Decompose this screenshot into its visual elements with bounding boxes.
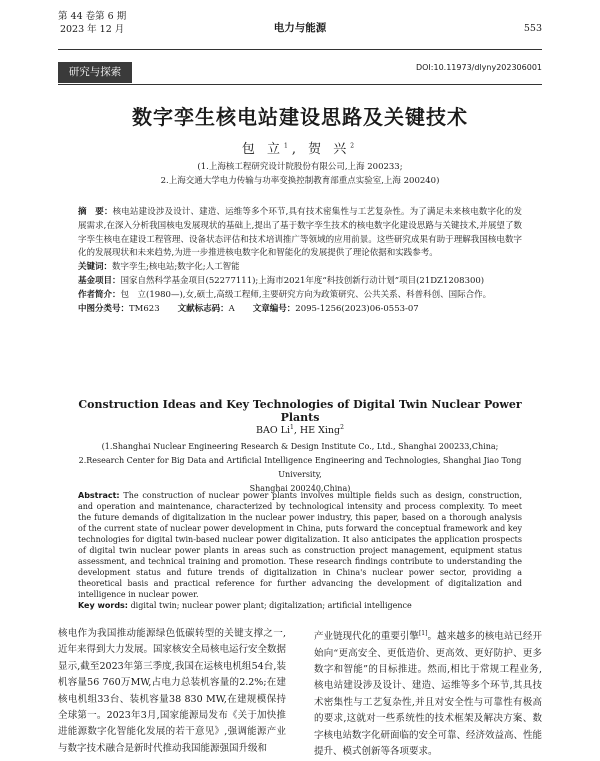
en-abstract-label: Abstract: (78, 491, 120, 500)
body-right-rest: 。越来越多的核电站已经开始向“更高安全、更低造价、更高效、更好防护、更多数字和智能”的目标推进。然而,相比于常规工程业务,核电站建设涉及设计、建造、运维等多个环节,其具技术密集性与工艺复杂性,并且对安全性与可靠性有极高的要求,这就对一些系统性的技术框架及解决方案、数字核电站数字化研面临的安全可靠、经济效益高、性能提升、模式创新等各项要求。 (314, 631, 543, 757)
en-abstract-block (78, 490, 522, 611)
body-left-text: 核电作为我国推动能源绿色低碳转型的关键支撑之一,近年来得到大力发展。国家核安全局核电运行安全数据显示,截至2023年第三季度,我国在运核电机组54台,装机容量56 760万MW,占电力总装机容量的2.2%;在建核电机组33台、装机容量38 830 MW,在建规模保持全球第一。2023年3月,国家能源局发布《关于加快推进能源数字化智能化发展的若干意见》,强调能源产业与数字技术融合是新时代推动我国能源强国升级和 (58, 628, 287, 754)
doc-code-label: 文献标志码： (177, 303, 229, 314)
clc-label: 中图分类号： (78, 303, 130, 314)
cn-author-bio (78, 289, 522, 303)
author-1-surname: 包 (241, 142, 259, 157)
en-author-1-sup: 1 (290, 424, 294, 431)
en-author-1: BAO Li (256, 425, 291, 437)
cn-fund-text: 国家自然科学基金项目(52277111);上海市2021年度“科技创新行动计划”项目(21DZ1208300) (120, 275, 485, 286)
article-no-value: 2095-1256(2023)06-0553-07 (295, 303, 419, 314)
en-affiliation-3: Shanghai 200240,China) (249, 484, 351, 493)
en-abstract (78, 490, 522, 600)
en-affiliation-2: 2.Research Center for Big Data and Artificial Intelligence Engineering and Technologies, Shanghai Jiao Tong University, (78, 456, 522, 479)
en-author-2-sup: 2 (340, 424, 344, 431)
cn-authors: 包 立$^1$, 贺 兴$^2$ (241, 142, 359, 157)
page-number: 553 (523, 23, 542, 34)
citation-1[interactable]: [1] (418, 630, 428, 637)
cn-author-bio-text: 包 立(1980—),女,硕士,高级工程师,主要研究方向为政策研究、公共关系、科普科创、国际合作。 (120, 289, 492, 300)
issue-date: 2023 年 12 月 (59, 24, 125, 35)
en-authors: BAO Li$^1$, HE Xing$^2$ (256, 424, 344, 437)
en-author-2: HE Xing (299, 425, 341, 437)
clc-value: TM623 (129, 303, 160, 314)
doi: DOI:10.11973/dlyny202306001 (415, 63, 542, 72)
cn-abstract-label: 摘 要： (78, 207, 113, 217)
cn-title: 数字孪生核电站建设思路及关键技术 (132, 105, 468, 129)
cn-affiliation-1: (1.上海核工程研究设计院股份有限公司,上海 200233; (197, 162, 403, 172)
article-no-label: 文章编号： (252, 303, 296, 314)
cn-abstract-block (78, 206, 522, 316)
cn-affiliations (58, 160, 542, 188)
cn-fund (78, 275, 522, 289)
author-2-sup: 2 (350, 142, 359, 150)
en-keywords-text: digital twin; nuclear power plant; digitalization; artificial intelligence (130, 601, 412, 610)
cn-keywords (78, 261, 522, 275)
body-column-right (314, 626, 542, 760)
en-affiliation-1: (1.Shanghai Nuclear Engineering Research & Design Institute Co., Ltd., Shanghai 200233,China; (101, 442, 499, 451)
body-column-left (58, 626, 286, 757)
volume-issue: 第 44 卷第 6 期 (58, 11, 127, 22)
divider (58, 84, 542, 85)
cn-author-bio-label: 作者简介： (78, 289, 121, 300)
author-2-surname: 贺 (308, 142, 326, 157)
en-abstract-text: The construction of nuclear power plants involves multiple fields such as design, construction, and operation and maintenance, characterized by technological intensity and process complexity. To meet the future demands of digitalization in the nuclear power industry, this paper, based on a thorough analysis of the current state of nuclear power development in China, puts forward the conceptual framework and key technologies for digital twin-based nuclear power digitalization. It also anticipates the application prospects of digital twin nuclear power plants in areas such as construction project management, equipment status assessment, and technical training and promotion. These research findings contribute to understanding the development status and future trends of digitalization in China's nuclear power sector, providing a theoretical basis and practical reference for further advancing the development of digitalization and intelligence in nuclear power. (78, 491, 522, 599)
cn-abstract (78, 206, 522, 261)
cn-fund-label: 基金项目： (78, 275, 121, 286)
column-badge: 研究与探索 (58, 62, 132, 83)
cn-abstract-text: 核电站建设涉及设计、建造、运维等多个环节,具有技术密集性与工艺复杂性。为了满足未来核电数字化的发展需求,在深入分析我国核电发展现状的基础上,提出了基于数字孪生技术的核电数字化建设思路与关键技术,并展望了数字孪生核电在建设工程管理、设备状态评估和技术培训推广等领域的应用前景。这些研究成果有助于理解我国核电数字化的发展现状和未来趋势,为进一步推进核电数字化和智能化的发展提供了理论依据和实践参考。 (78, 207, 522, 259)
body-right-text: 产业链现代化的重要引擎 (314, 631, 419, 643)
author-1-given: 立 (267, 142, 285, 157)
author-1-sup: 1 (284, 142, 292, 150)
author-2-given: 兴 (333, 142, 351, 157)
cn-keywords-text: 数字孪生;核电站;数字化;人工智能 (112, 262, 240, 273)
en-keywords (78, 600, 522, 611)
cn-classification (78, 303, 522, 317)
journal-name: 电力与能源 (273, 22, 327, 34)
running-header (58, 8, 542, 50)
cn-affiliation-2: 2.上海交通大学电力传输与功率变换控制教育部重点实验室,上海 200240) (160, 176, 440, 186)
doc-code-value: A (228, 303, 235, 314)
en-affiliations (58, 440, 542, 496)
en-keywords-label: Key words: (78, 601, 129, 610)
cn-keywords-label: 关键词： (78, 262, 113, 273)
en-title: Construction Ideas and Key Technologies of Digital Twin Nuclear Power Plants (78, 398, 522, 424)
